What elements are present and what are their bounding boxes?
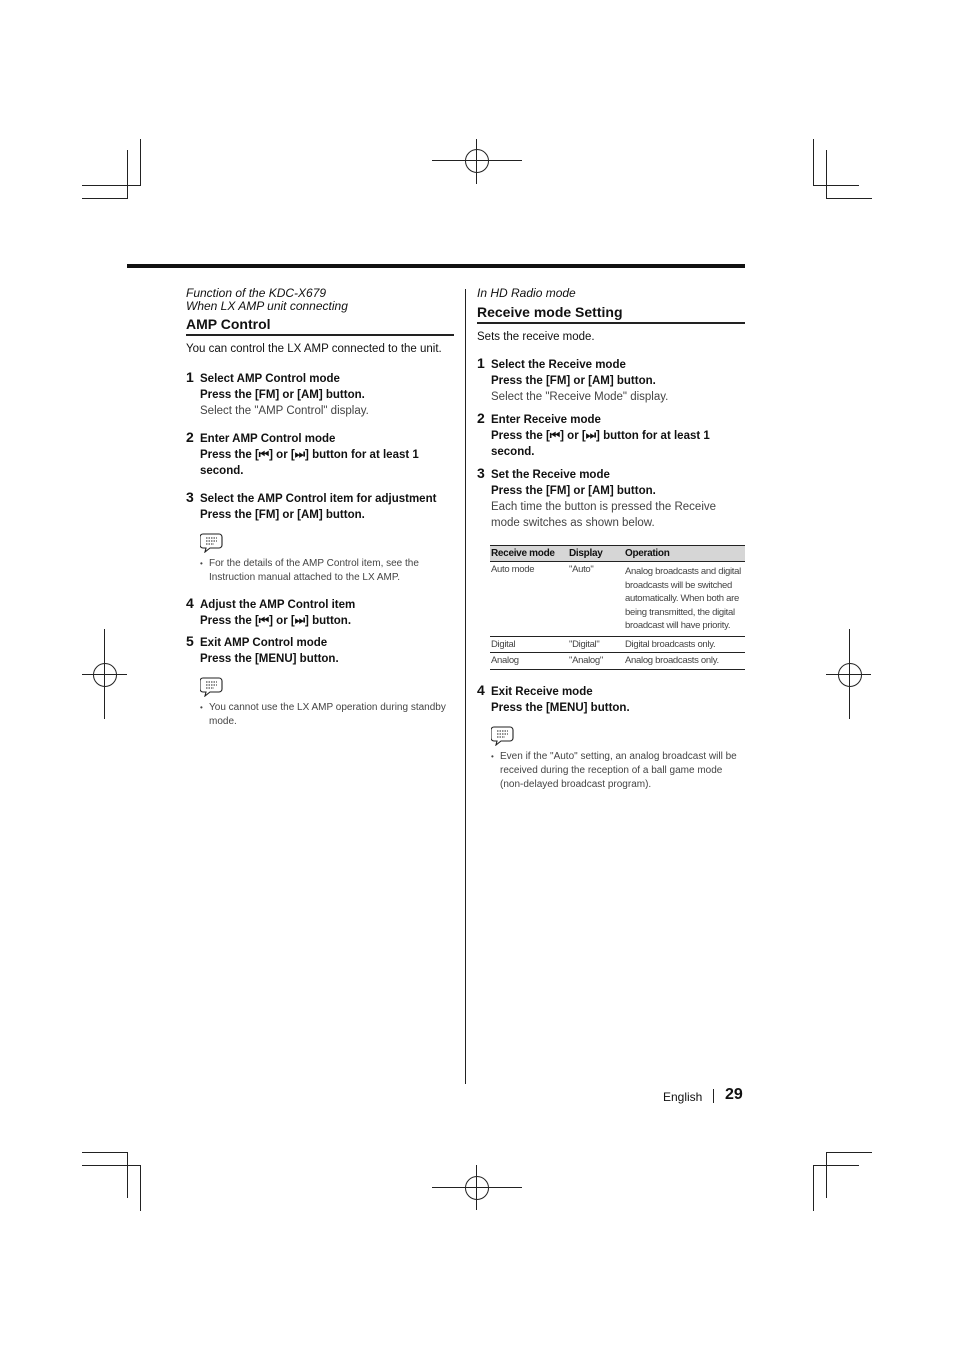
note-text: • You cannot use the LX AMP operation during standby mode. (200, 701, 454, 729)
table-cell: Digital broadcasts only. (624, 636, 745, 653)
step-5 (186, 635, 454, 729)
note-text: • For the details of the AMP Control item, see the Instruction manual attached to the LX AMP. (200, 557, 454, 585)
section-heading: Receive mode Setting (477, 304, 745, 324)
table-header: Operation (624, 546, 745, 562)
table-cell: "Auto" (568, 562, 624, 637)
step-title: Select the AMP Control item for adjustment (200, 493, 437, 505)
table-row (490, 636, 745, 653)
step-instruction: Press the [MENU] button. (200, 653, 339, 665)
step-3 (186, 491, 454, 585)
step-title: Enter AMP Control mode (200, 433, 336, 445)
step-title: Select AMP Control mode (200, 373, 340, 385)
step-title: Set the Receive mode (491, 469, 610, 481)
table-cell: "Digital" (568, 636, 624, 653)
step-note: Select the "AMP Control" display. (200, 405, 369, 417)
step-instruction: Press the [FM] or [AM] button. (200, 389, 365, 401)
step-title: Exit Receive mode (491, 685, 593, 698)
receive-mode-table (490, 545, 745, 670)
note-text: • Even if the "Auto" setting, an analog broadcast will be received during the reception of a ball game mode (non-delayed broadcast program). (491, 750, 745, 792)
step-number: 1 (477, 355, 485, 371)
header-rule (127, 264, 745, 268)
table-cell: Analog broadcasts and digital broadcasts will be switched automatically. When both are being transmitted, the digital broadcast will have priority. (624, 562, 745, 637)
step-number: 2 (186, 429, 194, 445)
amp-control-section (186, 287, 454, 729)
step-note: Each time the button is pressed the Receive mode switches as shown below. (491, 501, 717, 529)
step-4 (477, 681, 745, 792)
step-instruction: Press the [FM] or [AM] button. (200, 509, 365, 521)
note-speech-bubble-icon (200, 531, 224, 553)
context-line: When LX AMP unit connecting (186, 299, 348, 313)
footer-separator (713, 1089, 714, 1103)
step-1 (477, 357, 745, 405)
table-cell: Auto mode (490, 562, 568, 637)
step-title: Select the Receive mode (491, 359, 626, 371)
table-cell: "Analog" (568, 653, 624, 670)
step-instruction: Press the [FM] or [AM] button. (491, 485, 656, 497)
step-4 (186, 597, 454, 629)
step-instruction: Press the [⏮] or [⏭] button for at least 1 second. (200, 449, 419, 477)
receive-mode-section (477, 287, 745, 792)
step-2 (477, 412, 745, 460)
step-instruction: Press the [FM] or [AM] button. (491, 375, 656, 387)
step-2 (186, 431, 454, 479)
step-number: 5 (186, 633, 194, 649)
step-number: 3 (477, 465, 485, 481)
step-3 (477, 467, 745, 531)
step-title: Adjust the AMP Control item (200, 599, 356, 611)
footer-language: English (663, 1090, 703, 1104)
step-instruction: Press the [MENU] button. (491, 701, 630, 714)
table-header: Receive mode (490, 546, 568, 562)
section-heading: AMP Control (186, 316, 454, 336)
note-speech-bubble-icon (200, 675, 224, 697)
step-number: 1 (186, 369, 194, 385)
table-cell: Digital (490, 636, 568, 653)
step-instruction: Press the [⏮] or [⏭] button for at least 1 second. (491, 430, 710, 458)
step-instruction: Press the [⏮] or [⏭] button. (200, 615, 352, 627)
table-header: Display (568, 546, 624, 562)
context-line: In HD Radio mode (477, 286, 576, 300)
step-number: 2 (477, 410, 485, 426)
step-note: Select the "Receive Mode" display. (491, 391, 669, 403)
table-row (490, 562, 745, 637)
context-line: Function of the KDC-X679 (186, 286, 327, 300)
table-header-row (490, 546, 745, 562)
page-number: 29 (725, 1086, 743, 1103)
table-cell: Analog (490, 653, 568, 670)
step-1 (186, 371, 454, 419)
column-divider (465, 289, 466, 1084)
step-title: Enter Receive mode (491, 414, 601, 426)
section-intro: Sets the receive mode. (477, 331, 595, 343)
note-speech-bubble-icon (491, 724, 515, 746)
table-row (490, 653, 745, 670)
table-cell: Analog broadcasts only. (624, 653, 745, 670)
step-number: 4 (477, 681, 485, 698)
step-title: Exit AMP Control mode (200, 637, 328, 649)
step-number: 3 (186, 489, 194, 505)
step-number: 4 (186, 595, 194, 611)
section-intro: You can control the LX AMP connected to the unit. (186, 343, 442, 355)
